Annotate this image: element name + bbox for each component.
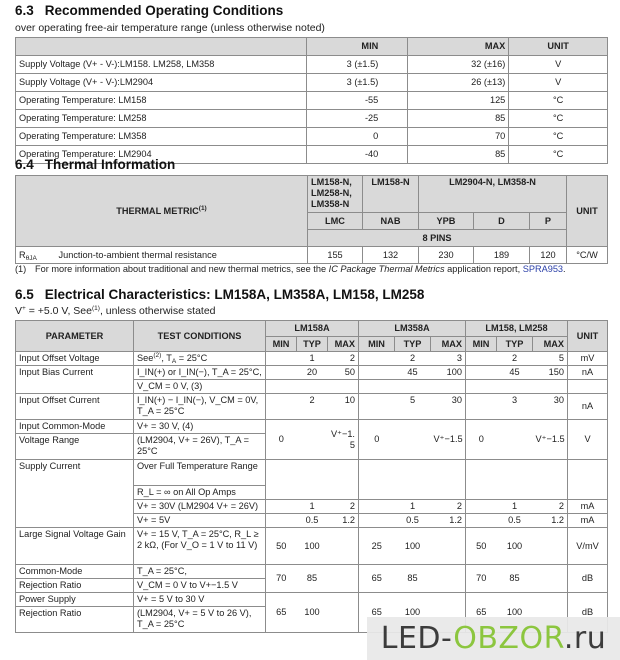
- value-cell: 30: [533, 394, 568, 420]
- header-unit: UNIT: [568, 321, 608, 352]
- watermark-logo: LED-OBZOR.ru: [367, 617, 620, 660]
- header-min: MIN: [266, 337, 297, 352]
- value-cell: 85: [497, 565, 533, 593]
- row-max: 125: [408, 92, 509, 110]
- value-cell: 3: [431, 352, 466, 366]
- unit-cell: mV: [568, 352, 608, 366]
- value-cell: [359, 394, 395, 420]
- thermal-information-table: [15, 175, 608, 264]
- value-p: 120: [530, 247, 567, 264]
- value-cell: [359, 514, 395, 528]
- param-voltage-range: Voltage Range: [16, 434, 134, 460]
- table-header-row: [16, 38, 608, 56]
- empty-cell: [16, 380, 134, 394]
- unit-cell: mA: [568, 514, 608, 528]
- header-max: MAX: [431, 337, 466, 352]
- table-row: [16, 56, 608, 74]
- value-cell: 65: [466, 593, 497, 633]
- value-cell: V⁺−1.5: [533, 420, 568, 460]
- unit-cell: mA: [568, 500, 608, 514]
- table-row: [16, 460, 608, 486]
- header-min: MIN: [307, 38, 408, 56]
- table-row: [16, 74, 608, 92]
- value-cell: 150: [533, 366, 568, 380]
- section-number: 6.5: [15, 287, 34, 302]
- unit-cell: dB: [568, 593, 608, 633]
- header-group-lm158-lm258: LM158, LM258: [466, 321, 568, 337]
- row-unit: °C/W: [567, 247, 608, 264]
- row-param: Supply Voltage (V+ - V-):LM158. LM258, LM358: [16, 56, 307, 74]
- value-cell: [466, 514, 497, 528]
- value-cell: [266, 394, 297, 420]
- table-row: [16, 128, 608, 146]
- value-cell: [328, 593, 359, 633]
- unit-header: UNIT: [567, 176, 608, 247]
- cond-supply-current-2: R_L = ∞ on All Op Amps: [134, 486, 266, 500]
- cond-rejection-ratio: (LM2904, V+ = 5 V to 26 V), T_A = 25°C: [134, 607, 266, 633]
- row-min: -55: [307, 92, 408, 110]
- row-param: Operating Temperature: LM258: [16, 110, 307, 128]
- value-cell: 0: [359, 420, 395, 460]
- cond-supply-current-3: V+ = 30V (LM2904 V+ = 26V): [134, 500, 266, 514]
- value-cell: 100: [297, 593, 328, 633]
- value-cell: 2: [395, 352, 431, 366]
- value-cell: [533, 528, 568, 565]
- header-param: [16, 38, 307, 56]
- section-6-5-title: [15, 287, 424, 302]
- value-cell: 1: [297, 352, 328, 366]
- electrical-characteristics-table: [15, 320, 608, 633]
- header-typ: TYP: [395, 337, 431, 352]
- cond-large-signal-voltage-gain: V+ = 15 V, T_A = 25°C, R_L ≥ 2 kΩ, (For V_O = 1 V to 11 V): [134, 528, 266, 565]
- cond-supply-current-4: V+ = 5V: [134, 514, 266, 528]
- value-cell: 10: [328, 394, 359, 420]
- package-nab: NAB: [363, 213, 419, 230]
- empty-cell: [568, 460, 608, 500]
- value-cell: 0: [466, 420, 497, 460]
- cond-input-bias-current-2: V_CM = 0 V, (3): [134, 380, 266, 394]
- table-row: [16, 420, 608, 434]
- value-cell: [266, 500, 297, 514]
- value-cell: [497, 420, 533, 460]
- row-max: 32 (±16): [408, 56, 509, 74]
- row-unit: °C: [509, 110, 608, 128]
- row-unit: °C: [509, 128, 608, 146]
- section-number: 6.3: [15, 3, 34, 18]
- row-param: Operating Temperature: LM2904: [16, 146, 307, 164]
- empty-cell: [568, 380, 608, 394]
- cond-input-offset-voltage: See$^{(2)}$, $T_A = 25^\circ C$: [134, 352, 266, 366]
- thermal-metric-header: THERMAL METRIC$^{(1)}$: [16, 176, 308, 247]
- value-cell: 2: [328, 500, 359, 514]
- row-min: -40: [307, 146, 408, 164]
- value-cell: [466, 352, 497, 366]
- value-cell: 45: [395, 366, 431, 380]
- value-cell: 65: [266, 593, 297, 633]
- row-unit: V: [509, 56, 608, 74]
- row-unit: °C: [509, 92, 608, 110]
- package-p: P: [530, 213, 567, 230]
- value-cell: 30: [431, 394, 466, 420]
- value-cell: [359, 366, 395, 380]
- param-input-common-mode: Input Common-Mode: [16, 420, 134, 434]
- device-group-3: LM2904-N, LM358-N: [419, 176, 567, 213]
- table-row: [16, 593, 608, 607]
- value-cell: 70: [466, 565, 497, 593]
- param-input-offset-voltage: Input Offset Voltage: [16, 352, 134, 366]
- cond-common-mode: T_A = 25°C,: [134, 565, 266, 579]
- value-cell: [266, 352, 297, 366]
- value-cell: 2: [497, 352, 533, 366]
- table-row: [16, 92, 608, 110]
- value-cell: [297, 420, 328, 460]
- value-cell: 1.2: [328, 514, 359, 528]
- row-param: Operating Temperature: LM358: [16, 128, 307, 146]
- value-cell: 100: [395, 528, 431, 565]
- section-title-text: Electrical Characteristics: LM158A, LM358A, LM158, LM258: [44, 287, 425, 302]
- row-min: 3 (±1.5): [307, 56, 408, 74]
- recommended-operating-conditions-table: [15, 37, 608, 164]
- value-cell: 100: [431, 366, 466, 380]
- table-row: [16, 366, 608, 380]
- cond-input-bias-current: I_IN(+) or I_IN(−), T_A = 25°C,: [134, 366, 266, 380]
- unit-cell: nA: [568, 366, 608, 380]
- cond-input-offset-current: I_IN(+) − I_IN(−), V_CM = 0V, T_A = 25°C: [134, 394, 266, 420]
- value-cell: 1: [497, 500, 533, 514]
- value-cell: 100: [395, 593, 431, 633]
- section-title-text: Thermal Information: [44, 157, 176, 172]
- value-cell: 25: [359, 528, 395, 565]
- value-cell: 0.5: [497, 514, 533, 528]
- value-cell: 1.2: [533, 514, 568, 528]
- header-typ: TYP: [297, 337, 328, 352]
- empty-cell: [266, 380, 359, 394]
- value-cell: 0: [266, 420, 297, 460]
- value-cell: [359, 500, 395, 514]
- section-number: 6.4: [15, 157, 34, 172]
- package-ypb: YPB: [419, 213, 474, 230]
- spra953-link[interactable]: SPRA953: [522, 264, 564, 274]
- value-cell: 0.5: [297, 514, 328, 528]
- value-cell: 85: [297, 565, 328, 593]
- unit-cell: V/mV: [568, 528, 608, 565]
- value-cell: 85: [395, 565, 431, 593]
- row-min: 0: [307, 128, 408, 146]
- table-row: [16, 247, 608, 264]
- value-cell: 2: [328, 352, 359, 366]
- row-min: 3 (±1.5): [307, 74, 408, 92]
- header-parameter: PARAMETER: [16, 321, 134, 352]
- value-cell: 100: [497, 528, 533, 565]
- value-cell: 100: [497, 593, 533, 633]
- value-cell: [431, 528, 466, 565]
- table-row: [16, 352, 608, 366]
- header-max: MAX: [408, 38, 509, 56]
- pins-label: 8 PINS: [308, 230, 567, 247]
- device-group-2: LM158-N: [363, 176, 419, 213]
- row-unit: V: [509, 74, 608, 92]
- symbol-rthja: $R_{\theta JA}$: [16, 247, 56, 264]
- header-max: MAX: [533, 337, 568, 352]
- value-cell: 3: [497, 394, 533, 420]
- value-cell: [466, 366, 497, 380]
- value-ypb: 230: [419, 247, 474, 264]
- unit-cell: V: [568, 420, 608, 460]
- value-cell: 5: [533, 352, 568, 366]
- row-param: Supply Voltage (V+ - V-):LM2904: [16, 74, 307, 92]
- row-description: Junction-to-ambient thermal resistance: [56, 247, 308, 264]
- table-row: [16, 110, 608, 128]
- table-row: [16, 380, 608, 394]
- row-param: Operating Temperature: LM158: [16, 92, 307, 110]
- empty-cell: [359, 380, 466, 394]
- empty-cell: [466, 380, 568, 394]
- value-d: 189: [474, 247, 530, 264]
- header-typ: TYP: [497, 337, 533, 352]
- value-cell: 50: [328, 366, 359, 380]
- cond-rejection-ratio: V_CM = 0 V to V+−1.5 V: [134, 579, 266, 593]
- value-cell: 65: [359, 593, 395, 633]
- header-max: MAX: [328, 337, 359, 352]
- value-cell: 20: [297, 366, 328, 380]
- package-d: D: [474, 213, 530, 230]
- param-rejection-ratio: Rejection Ratio: [16, 607, 134, 633]
- value-cell: 1: [297, 500, 328, 514]
- section-6-4-title: [15, 157, 175, 172]
- empty-cell: [266, 460, 359, 500]
- value-lmc: 155: [308, 247, 363, 264]
- value-cell: [328, 565, 359, 593]
- value-cell: 70: [266, 565, 297, 593]
- section-6-3-title: [15, 3, 283, 18]
- value-cell: 50: [466, 528, 497, 565]
- header-min: MIN: [466, 337, 497, 352]
- row-unit: °C: [509, 146, 608, 164]
- value-cell: 65: [359, 565, 395, 593]
- package-lmc: LMC: [308, 213, 363, 230]
- value-cell: [431, 565, 466, 593]
- section-6-3-subtitle: over operating free-air temperature range (unless otherwise noted): [15, 22, 325, 34]
- value-cell: [395, 420, 431, 460]
- row-max: 85: [408, 110, 509, 128]
- value-cell: V⁺−1.5: [328, 420, 359, 460]
- value-cell: 5: [395, 394, 431, 420]
- param-supply-current: Supply Current: [16, 460, 134, 528]
- header-unit: UNIT: [509, 38, 608, 56]
- value-cell: 2: [533, 500, 568, 514]
- header-group-lm358a: LM358A: [359, 321, 466, 337]
- cond-supply-current-1: Over Full Temperature Range: [134, 460, 266, 486]
- value-nab: 132: [363, 247, 419, 264]
- empty-cell: [359, 460, 466, 500]
- header-min: MIN: [359, 337, 395, 352]
- value-cell: 45: [497, 366, 533, 380]
- param-input-offset-current: Input Offset Current: [16, 394, 134, 420]
- section-6-5-subtitle: V+ = +5.0 V, See$^{(1)}$, unless otherwise stated: [15, 305, 216, 317]
- value-cell: 2: [297, 394, 328, 420]
- header-group-lm158a: LM158A: [266, 321, 359, 337]
- value-cell: [266, 366, 297, 380]
- row-max: 70: [408, 128, 509, 146]
- value-cell: [266, 514, 297, 528]
- row-max: 85: [408, 146, 509, 164]
- section-title-text: Recommended Operating Conditions: [44, 3, 284, 18]
- value-cell: 1: [395, 500, 431, 514]
- cond-input-common-mode: V+ = 30 V, (4): [134, 420, 266, 434]
- table-row: [16, 528, 608, 565]
- value-cell: [466, 500, 497, 514]
- value-cell: [328, 528, 359, 565]
- param-rejection-ratio: Rejection Ratio: [16, 579, 134, 593]
- table-header-row: [16, 321, 608, 337]
- value-cell: 2: [431, 500, 466, 514]
- value-cell: [466, 394, 497, 420]
- table-row: [16, 565, 608, 579]
- empty-cell: [466, 460, 568, 500]
- unit-cell: dB: [568, 565, 608, 593]
- row-max: 26 (±13): [408, 74, 509, 92]
- value-cell: [359, 352, 395, 366]
- value-cell: V⁺−1.5: [431, 420, 466, 460]
- param-power-supply: Power Supply: [16, 593, 134, 607]
- table-row: [16, 394, 608, 420]
- cond-voltage-range: (LM2904, V+ = 26V), T_A = 25°C: [134, 434, 266, 460]
- cond-power-supply: V+ = 5 V to 30 V: [134, 593, 266, 607]
- header-test-conditions: TEST CONDITIONS: [134, 321, 266, 352]
- value-cell: [533, 565, 568, 593]
- value-cell: 1.2: [431, 514, 466, 528]
- param-large-signal-voltage-gain: Large Signal Voltage Gain: [16, 528, 134, 565]
- value-cell: 50: [266, 528, 297, 565]
- unit-cell: nA: [568, 394, 608, 420]
- value-cell: 100: [297, 528, 328, 565]
- value-cell: 0.5: [395, 514, 431, 528]
- row-min: -25: [307, 110, 408, 128]
- device-group-1: LM158-N, LM258-N, LM358-N: [308, 176, 363, 213]
- thermal-footnote: (1) For more information about traditional and new thermal metrics, see the IC Package Thermal Metrics application report, SPRA953.: [15, 264, 566, 274]
- param-common-mode: Common-Mode: [16, 565, 134, 579]
- table-header-row: [16, 176, 608, 213]
- param-input-bias-current: Input Bias Current: [16, 366, 134, 380]
